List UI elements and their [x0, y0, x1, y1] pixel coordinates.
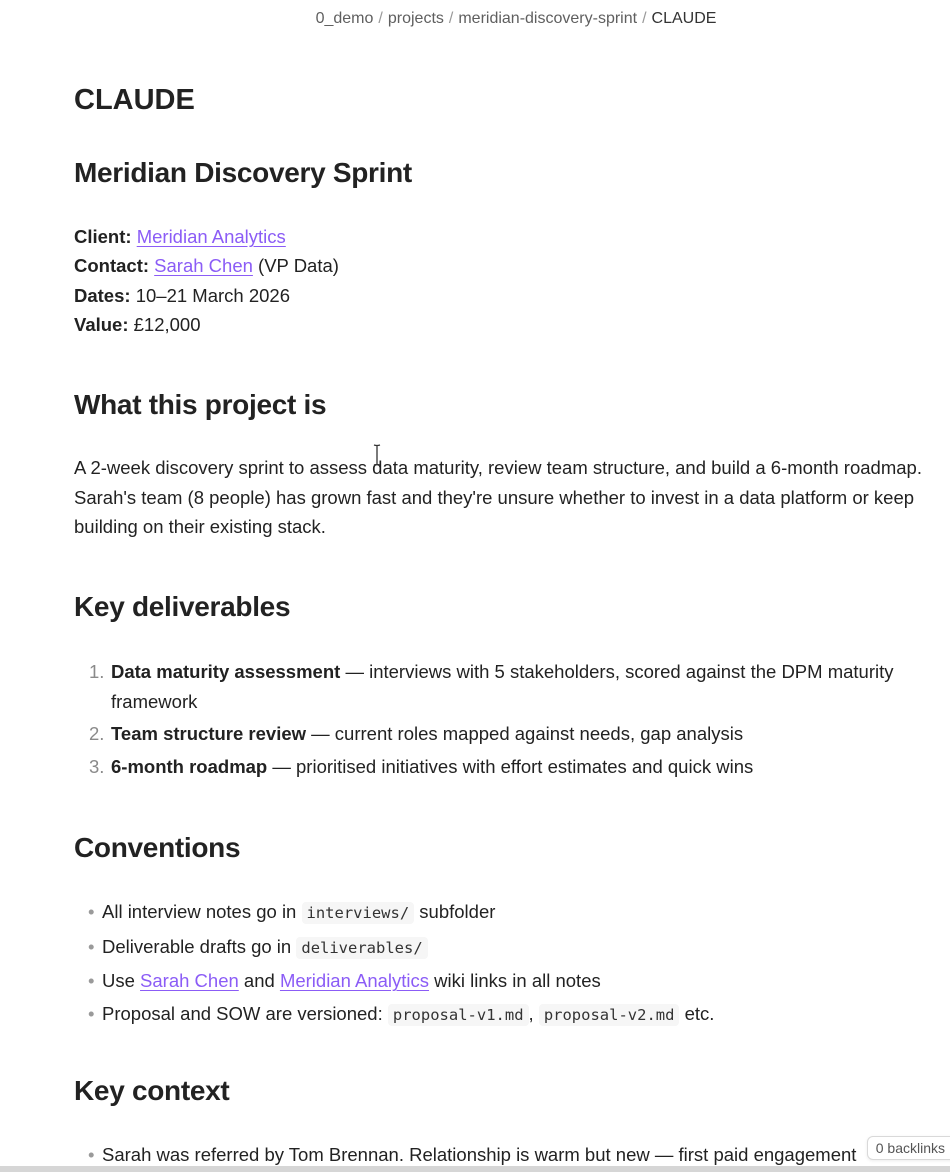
list-item	[74, 897, 714, 929]
text-span: Proposal and SOW are versioned:	[102, 1002, 388, 1024]
deliverable-title: 6-month roadmap	[111, 755, 268, 777]
contact-role: (VP Data)	[252, 255, 339, 277]
list-item	[74, 966, 714, 996]
bullet-icon: •	[88, 970, 95, 992]
deliverable-title: Data maturity assessment	[111, 661, 341, 682]
text-span: Deliverable drafts go in	[102, 935, 297, 957]
list-item	[74, 932, 714, 964]
inline-code: proposal-v2.md	[539, 1004, 680, 1026]
contact-label: Contact:	[74, 255, 150, 277]
breadcrumb-item-0-demo[interactable]: 0_demo	[315, 10, 374, 27]
bullet-icon: •	[88, 935, 95, 957]
text-span: and	[238, 970, 280, 992]
breadcrumb-item-current: CLAUDE	[651, 10, 717, 27]
list-number: 3.	[89, 755, 105, 777]
what-heading: What this project is	[74, 389, 327, 420]
list-number: 1.	[89, 661, 105, 682]
value-value: £12,000	[128, 314, 201, 336]
list-item	[74, 752, 914, 782]
breadcrumb-item-meridian-discovery-sprint[interactable]: meridian-discovery-sprint	[458, 10, 638, 27]
dates-label: Dates:	[74, 284, 131, 306]
list-item	[74, 657, 914, 716]
inline-code: deliverables/	[296, 937, 427, 959]
text-cursor-icon	[373, 444, 381, 466]
deliverables-list	[74, 657, 914, 784]
conventions-heading: Conventions	[74, 832, 241, 863]
breadcrumb-separator: /	[378, 10, 383, 27]
list-item	[74, 719, 914, 749]
contact-wikilink[interactable]: Sarah Chen	[154, 255, 253, 277]
dates-line	[74, 281, 339, 310]
text-span: wiki links in all notes	[429, 970, 601, 992]
client-wikilink[interactable]: Meridian Analytics	[136, 226, 286, 247]
dates-value: 10–21 March 2026	[130, 284, 290, 306]
inline-code: proposal-v1.md	[388, 1004, 529, 1026]
project-title: Meridian Discovery Sprint	[74, 157, 412, 188]
horizontal-scrollbar[interactable]	[0, 1166, 950, 1172]
conventions-list	[74, 897, 714, 1033]
context-text: Sarah was referred by Tom Brennan. Relationship is warm but new — first paid engagement	[102, 1144, 857, 1165]
backlinks-button[interactable]: 0 backlinks	[867, 1136, 950, 1160]
deliverables-heading: Key deliverables	[74, 591, 291, 622]
value-line	[74, 310, 339, 339]
sarah-chen-wikilink[interactable]: Sarah Chen	[140, 970, 239, 992]
client-line	[74, 222, 339, 251]
meridian-analytics-wikilink[interactable]: Meridian Analytics	[279, 970, 430, 992]
breadcrumb-separator: /	[642, 10, 647, 27]
list-number: 2.	[89, 723, 105, 745]
text-span: ,	[528, 1002, 539, 1024]
text-span: All interview notes go in	[102, 901, 302, 922]
deliverable-title: Team structure review	[111, 723, 307, 745]
list-item	[74, 999, 714, 1031]
deliverable-desc: — prioritised initiatives with effort estimates and quick wins	[267, 755, 754, 777]
value-label: Value:	[74, 314, 129, 336]
text-span: subfolder	[414, 901, 496, 922]
bullet-icon: •	[88, 1002, 95, 1024]
contact-line	[74, 251, 339, 280]
bullet-icon: •	[88, 901, 95, 922]
bullet-icon: •	[88, 1144, 95, 1165]
project-metadata	[74, 222, 339, 340]
text-span: etc.	[679, 1002, 715, 1024]
breadcrumb-item-projects[interactable]: projects	[387, 10, 444, 27]
inline-code: interviews/	[302, 902, 415, 924]
context-heading: Key context	[74, 1075, 230, 1106]
text-span: Use	[102, 970, 141, 992]
file-title: CLAUDE	[74, 84, 195, 116]
client-label: Client:	[74, 226, 132, 247]
deliverable-desc: — interviews with 5 stakeholders, scored against the DPM maturity framework	[111, 661, 894, 712]
deliverable-desc: — current roles mapped against needs, gap analysis	[306, 723, 744, 745]
breadcrumb	[0, 10, 950, 28]
what-paragraph[interactable]: A 2-week discovery sprint to assess data maturity, review team structure, and build a 6-month roadmap. Sarah's team (8 people) has grown fast and they're unsure whether to invest in a data platform or keep building on their existing stack.	[74, 457, 922, 538]
breadcrumb-separator: /	[448, 10, 454, 27]
